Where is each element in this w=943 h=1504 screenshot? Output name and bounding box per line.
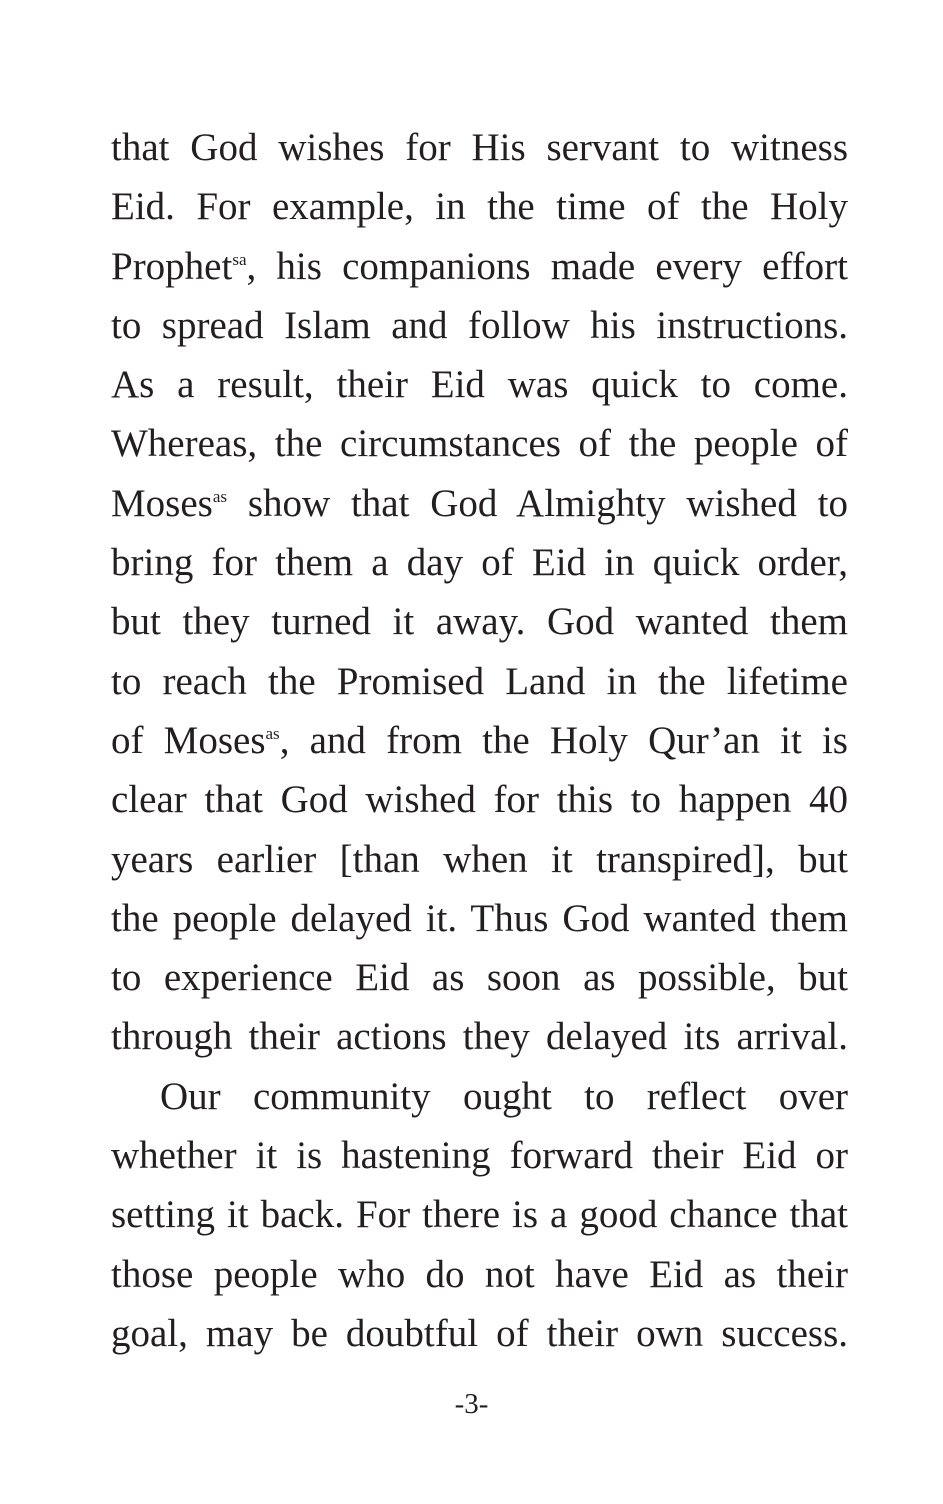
text-line: bring for them a day of Eid in quick order, xyxy=(111,541,848,585)
text-line: those people who do not have Eid as their xyxy=(111,1252,848,1296)
text-line: Our community ought to reflect over xyxy=(160,1074,848,1118)
text-line: Moses$^{as}$ show that God Almighty wished to xyxy=(111,481,848,525)
text-line: years earlier [than when it transpired], but xyxy=(111,837,848,881)
page-number: -3- xyxy=(454,1388,489,1420)
text-line: but they turned it away. God wanted them xyxy=(111,600,848,644)
text-line: clear that God wished for this to happen 40 xyxy=(111,778,848,822)
text-line: to experience Eid as soon as possible, but xyxy=(111,956,848,1000)
text-line: Prophet$^{sa}$, his companions made every effort xyxy=(111,244,848,288)
text-line: to reach the Promised Land in the lifetime xyxy=(111,659,848,703)
text-line: goal, may be doubtful of their own success. xyxy=(111,1311,848,1355)
text-line: As a result, their Eid was quick to come. xyxy=(111,363,848,407)
text-line: the people delayed it. Thus God wanted them xyxy=(111,896,848,940)
text-line: to spread Islam and follow his instructions. xyxy=(111,303,848,347)
text-line: whether it is hastening forward their Eid or xyxy=(111,1134,848,1178)
text-line: that God wishes for His servant to witness xyxy=(111,126,848,169)
body-text xyxy=(111,118,848,1363)
text-line: setting it back. For there is a good chance that xyxy=(111,1193,848,1237)
text-line: of Moses$^{as}$, and from the Holy Qur’an it is xyxy=(111,718,848,762)
text-line: Whereas, the circumstances of the people of xyxy=(111,422,848,466)
text-line: Eid. For example, in the time of the Holy xyxy=(111,185,848,229)
honorific-superscript: as xyxy=(265,723,280,743)
honorific-superscript: as xyxy=(212,486,228,506)
text-line: through their actions they delayed its arrival. xyxy=(111,1015,848,1059)
honorific-superscript: sa xyxy=(232,249,247,269)
